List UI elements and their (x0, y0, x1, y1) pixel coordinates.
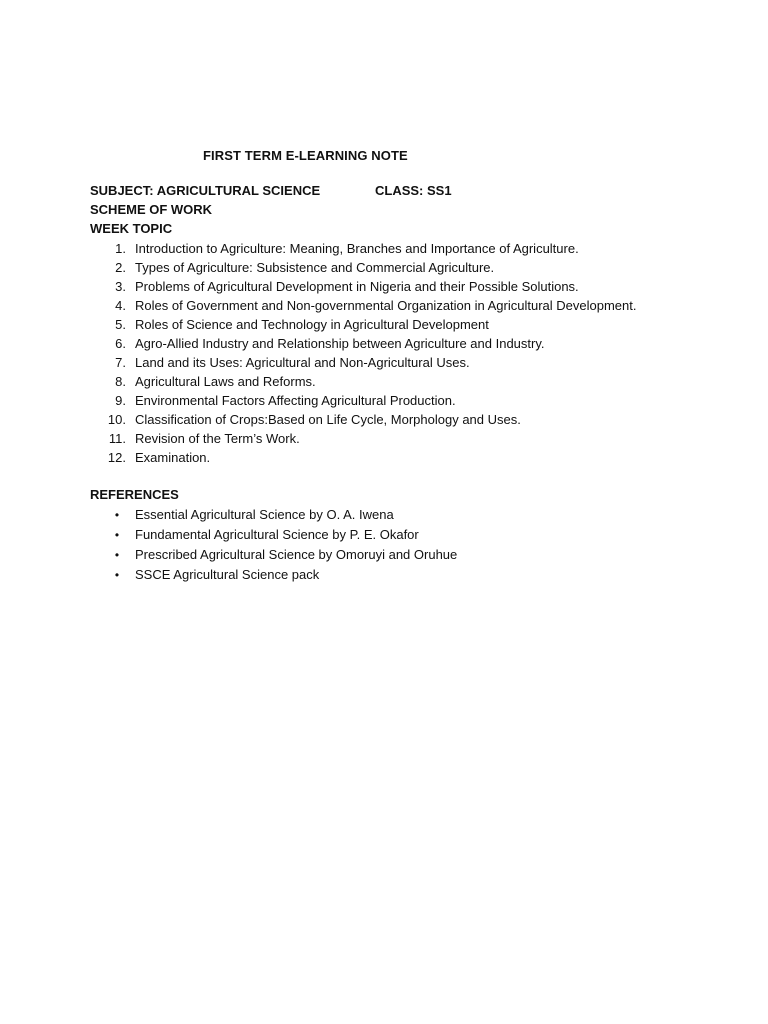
subject-label: SUBJECT: AGRICULTURAL SCIENCE (90, 183, 321, 198)
topic-text: Types of Agriculture: Subsistence and Commercial Agriculture. (135, 260, 495, 275)
topic-item (90, 335, 636, 354)
topic-text: Revision of the Term’s Work. (135, 431, 300, 446)
bullet-icon: • (114, 548, 120, 562)
topic-number: 11. (108, 431, 126, 446)
topic-text: Problems of Agricultural Development in Nigeria and their Possible Solutions. (135, 279, 579, 294)
topic-item (90, 449, 636, 468)
class-label: CLASS: SS1 (375, 183, 452, 198)
topic-item (90, 373, 636, 392)
topic-number: 3. (115, 279, 126, 294)
topic-item (90, 392, 636, 411)
topic-item (90, 297, 636, 316)
topic-text: Environmental Factors Affecting Agricultural Production. (135, 393, 456, 408)
topic-number: 10. (107, 412, 126, 427)
topic-text: Agro-Allied Industry and Relationship between Agriculture and Industry. (135, 336, 545, 351)
topic-number: 6. (115, 336, 126, 351)
topic-text: Agricultural Laws and Reforms. (135, 374, 316, 389)
document-title: FIRST TERM E-LEARNING NOTE (203, 148, 408, 163)
topic-number: 2. (115, 260, 126, 275)
topic-item (90, 278, 636, 297)
reference-text: Prescribed Agricultural Science by Omoruyi and Oruhue (135, 547, 458, 562)
topic-item (90, 411, 636, 430)
topic-item (90, 240, 636, 259)
topic-number: 5. (115, 317, 126, 332)
topic-item (90, 316, 636, 335)
topic-number: 9. (115, 393, 126, 408)
topic-number: 7. (115, 355, 126, 370)
topic-number: 12. (107, 450, 126, 465)
scheme-of-work-heading: SCHEME OF WORK (90, 202, 213, 217)
bullet-icon: • (114, 568, 120, 582)
reference-item (90, 546, 457, 566)
topic-text: Roles of Government and Non-governmental Organization in Agricultural Development. (135, 298, 637, 313)
topic-text: Roles of Science and Technology in Agricultural Development (135, 317, 489, 332)
topic-text: Introduction to Agriculture: Meaning, Branches and Importance of Agriculture. (135, 241, 579, 256)
reference-item (90, 506, 457, 526)
reference-item (90, 566, 457, 586)
topic-text: Examination. (135, 450, 211, 465)
topic-number: 1. (115, 241, 126, 256)
week-topic-heading: WEEK TOPIC (90, 221, 173, 236)
references-heading: REFERENCES (90, 487, 179, 502)
topic-number: 4. (115, 298, 126, 313)
reference-list (90, 506, 457, 586)
reference-text: Fundamental Agricultural Science by P. E. Okafor (135, 527, 419, 542)
bullet-icon: • (114, 528, 120, 542)
reference-text: Essential Agricultural Science by O. A. Iwena (135, 507, 394, 522)
reference-item (90, 526, 457, 546)
bullet-icon: • (114, 508, 120, 522)
topic-text: Land and its Uses: Agricultural and Non-Agricultural Uses. (135, 355, 470, 370)
topic-list (90, 240, 636, 468)
reference-text: SSCE Agricultural Science pack (135, 567, 320, 582)
topic-item (90, 430, 636, 449)
topic-item (90, 354, 636, 373)
topic-number: 8. (115, 374, 126, 389)
topic-item (90, 259, 636, 278)
topic-text: Classification of Crops:Based on Life Cycle, Morphology and Uses. (135, 412, 521, 427)
